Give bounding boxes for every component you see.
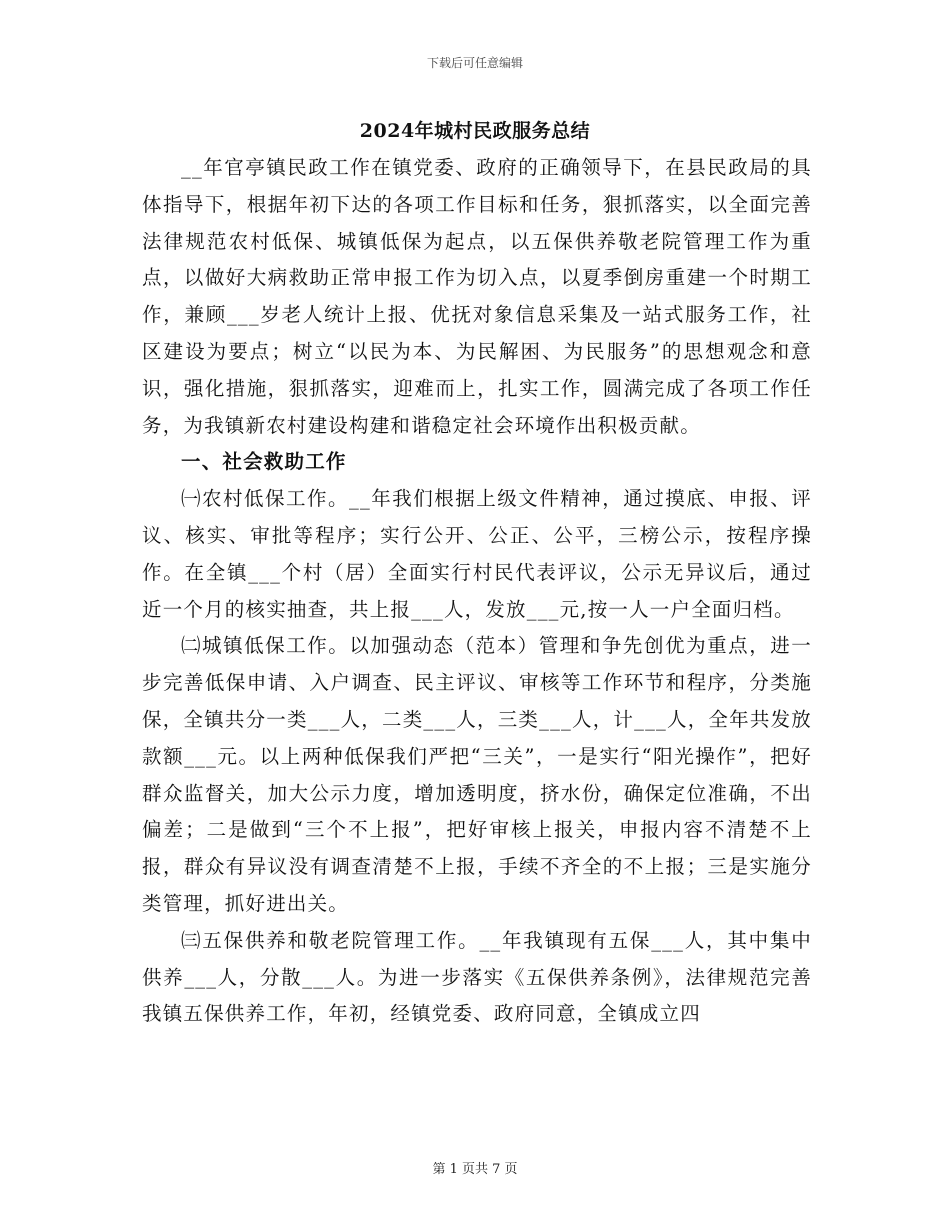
paragraph-urban-subsistence: ㈡城镇低保工作。以加强动态（范本）管理和争先创优为重点，进一步完善低保申请、入户调查、民主评议、审核等工作环节和程序，分类施保，全镇共分一类___人，二类___人，三类___人，计___人，全年共发放款额___元。以上两种低保我们严把“三关”，一是实行“阳光操作”，把好群众监督关，加大公示力度，增加透明度，挤水份，确保定位准确，不出偏差；二是做到“三个不上报”，把好审核上报关，申报内容不清楚不上报，群众有异议没有调查清楚不上报，手续不齐全的不上报；三是实施分类管理，抓好进出关。 [142, 634, 812, 915]
paragraph-five-guarantees: ㈢五保供养和敬老院管理工作。__年我镇现有五保___人，其中集中供养___人，分散___人。为进一步落实《五保供养条例》，法律规范完善我镇五保供养工作，年初，经镇党委、政府同意，全镇成立四 [142, 928, 812, 1026]
section-heading: 一、社会救助工作 [181, 450, 347, 474]
paragraph-rural-subsistence: ㈠农村低保工作。__年我们根据上级文件精神，通过摸底、申报、评议、核实、审批等程序；实行公开、公正、公平，三榜公示，按程序操作。在全镇___个村（居）全面实行村民代表评议，公示无异议后，通过近一个月的核实抽查，共上报___人，发放___元,按一人一户全面归档。 [142, 487, 812, 621]
intro-paragraph: __年官亭镇民政工作在镇党委、政府的正确领导下，在县民政局的具体指导下，根据年初下达的各项工作目标和任务，狠抓落实，以全面完善法律规范农村低保、城镇低保为起点，以五保供养敬老院管理工作为重点，以做好大病救助正常申报工作为切入点，以夏季倒房重建一个时期工作，兼顾___岁老人统计上报、优抚对象信息采集及一站式服务工作，社区建设为要点；树立“以民为本、为民解困、为民服务”的思想观念和意识，强化措施，狠抓落实，迎难而上，扎实工作，圆满完成了各项工作任务，为我镇新农村建设构建和谐稳定社会环境作出积极贡献。 [142, 156, 812, 437]
document-body [142, 150, 812, 1033]
page-number-footer: 第 1 页共 7 页 [432, 1162, 518, 1177]
document-title: 2024年城村民政服务总结 [359, 120, 591, 142]
header-note: 下载后可任意编辑 [426, 56, 523, 70]
